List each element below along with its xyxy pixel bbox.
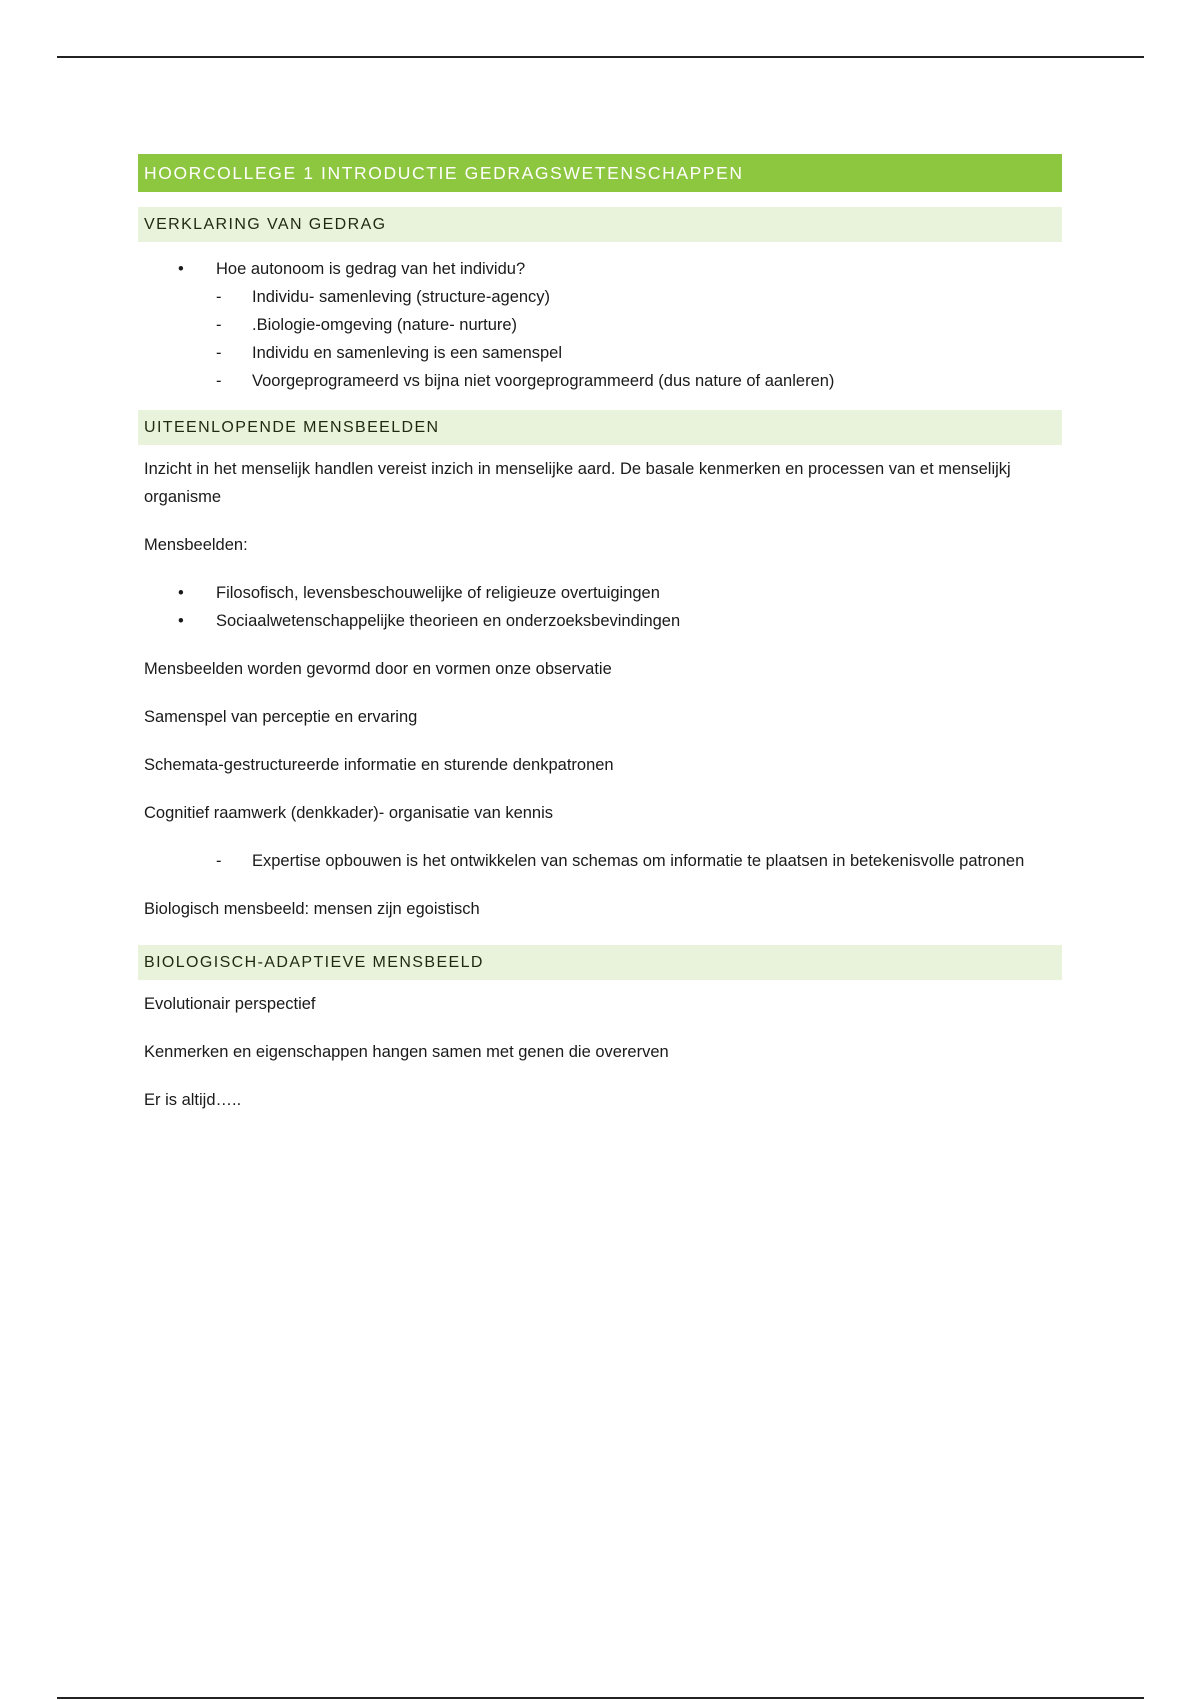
dash-marker: -: [216, 288, 222, 306]
mensbeelden-paragraph-2: Samenspel van perceptie en ervaring: [144, 708, 418, 726]
list-item: [138, 339, 1062, 367]
heading-uiteenlopende-mensbeelden: UITEENLOPENDE MENSBEELDEN: [138, 410, 1062, 445]
footer-rule: [57, 1697, 1144, 1699]
mensbeelden-paragraph-5: Biologisch mensbeeld: mensen zijn egoistisch: [144, 900, 480, 918]
list-item-text: Hoe autonoom is gedrag van het individu?: [216, 260, 526, 278]
list-item: [138, 607, 1062, 635]
bullet-marker: •: [178, 260, 184, 278]
list-item-text: .Biologie-omgeving (nature- nurture): [252, 316, 518, 334]
list-item: [138, 367, 1062, 395]
mensbeelden-dash-list: [138, 847, 1062, 875]
dash-marker: -: [216, 852, 222, 870]
bullet-marker: •: [178, 584, 184, 602]
header-rule: [57, 56, 1144, 58]
mensbeelden-paragraph-3: Schemata-gestructureerde informatie en sturende denkpatronen: [144, 756, 614, 774]
list-item-text: Expertise opbouwen is het ontwikkelen van schemas om informatie te plaatsen in betekenisvolle patronen: [252, 852, 1025, 870]
verklaring-dash-list: [138, 283, 1062, 395]
verklaring-bullet-list: [138, 255, 1062, 283]
list-item-text: Sociaalwetenschappelijke theorieen en onderzoeksbevindingen: [216, 612, 681, 630]
mensbeelden-bullet-list: [138, 579, 1062, 635]
mensbeelden-paragraph-4: Cognitief raamwerk (denkkader)- organisatie van kennis: [144, 804, 554, 822]
list-item: [138, 255, 1062, 283]
mensbeelden-intro: Inzicht in het menselijk handlen vereist inzich in menselijke aard. De basale kenmerken en processen van et menselijkj organisme: [144, 460, 1011, 506]
dash-marker: -: [216, 316, 222, 334]
heading-biologisch-adaptieve-mensbeeld: BIOLOGISCH-ADAPTIEVE MENSBEELD: [138, 945, 1062, 980]
list-item-text: Voorgeprogrameerd vs bijna niet voorgeprogrammeerd (dus nature of aanleren): [252, 372, 835, 390]
list-item-text: Filosofisch, levensbeschouwelijke of religieuze overtuigingen: [216, 584, 660, 602]
biologisch-paragraph-3: Er is altijd…..: [144, 1091, 242, 1109]
biologisch-paragraph-1: Evolutionair perspectief: [144, 995, 316, 1013]
document-title: HOORCOLLEGE 1 INTRODUCTIE GEDRAGSWETENSCHAPPEN: [138, 154, 1062, 192]
heading-verklaring-van-gedrag: VERKLARING VAN GEDRAG: [138, 207, 1062, 242]
document-page: [138, 154, 1062, 1114]
mensbeelden-label: Mensbeelden:: [144, 536, 248, 554]
list-item: [138, 579, 1062, 607]
list-item-text: Individu en samenleving is een samenspel: [252, 344, 563, 362]
list-item: [138, 283, 1062, 311]
bullet-marker: •: [178, 612, 184, 630]
biologisch-paragraph-2: Kenmerken en eigenschappen hangen samen met genen die overerven: [144, 1043, 669, 1061]
list-item: [138, 311, 1062, 339]
list-item-text: Individu- samenleving (structure-agency): [252, 288, 551, 306]
dash-marker: -: [216, 344, 222, 362]
dash-marker: -: [216, 372, 222, 390]
mensbeelden-paragraph-1: Mensbeelden worden gevormd door en vormen onze observatie: [144, 660, 612, 678]
list-item: [138, 847, 1062, 875]
